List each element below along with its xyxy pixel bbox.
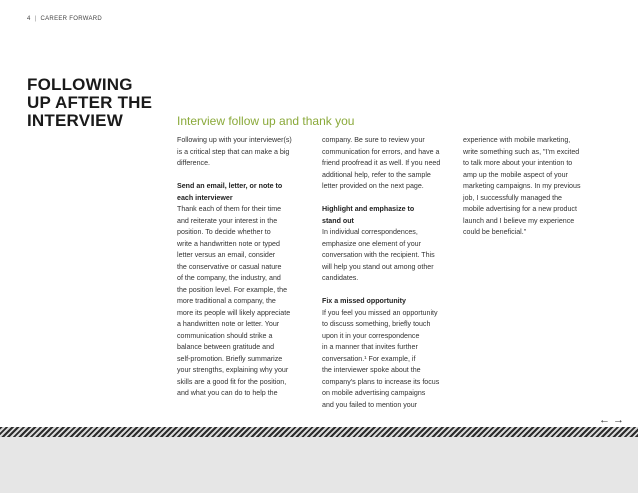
page-navigation [599,414,627,426]
paragraph-missed-opportunity: If you feel you missed an opportunity to discuss something, briefly touch upon it in your correspondence in a manner that invites further conversation.¹ For example, if the interviewer spoke about the company's plans to increase its focus on mobile advertising campaigns and you failed to mention your [322,308,440,409]
paragraph-send-note: Thank each of them for their time and reiterate your interest in the position. To decide whether to write a handwritten note or typed letter versus an email, consider the conservative or casual nature of the company, the industry, and the position level. For example, the more traditional a company, the more its people will likely appreciate a handwritten note or letter. Your communication should strike a balance between gratitude and self-promotion. Briefly summarize your strengths, explaining why your skills are a good fit for the position, and what you can do to help the [177,205,291,397]
paragraph-continued: company. Be sure to review your communication for errors, and have a friend proofread it as well. If you need additional help, refer to the sample letter provided on the next page. [322,136,441,190]
page-title [27,76,157,130]
paragraph-highlight: In individual correspondences, emphasize one element of your conversation with the recipient. This will help you stand out among other candidates. [322,228,435,282]
heading-highlight: Highlight and emphasize to stand out [322,205,415,225]
text-column-2 [322,135,457,411]
heading-missed-opportunity: Fix a missed opportunity [322,297,406,305]
section-name: CAREER FORWARD [40,16,103,22]
heading-send-note: Send an email, letter, or note to each interviewer [177,182,283,202]
next-page-arrow-icon[interactable]: → [613,414,627,426]
footer-stripe [0,427,638,437]
header-separator: | [34,16,37,22]
running-header [27,16,102,22]
page-title-line: UP AFTER THE [27,93,153,112]
page-title-line: FOLLOWING [27,75,133,94]
intro-paragraph: Following up with your interviewer(s) is a critical step that can make a big difference. [177,136,292,167]
section-subtitle: Interview follow up and thank you [177,114,355,128]
text-column-3 [463,135,598,239]
prev-page-arrow-icon[interactable]: ← [599,414,613,426]
text-column-1 [177,135,312,400]
paragraph-continued-2: experience with mobile marketing, write something such as, "I'm excited to talk more about your intention to amp up the mobile aspect of your marketing campaigns. In my previous job, I successfully managed the mobile advertising for a new product launch and I believe my experience could be beneficial." [463,136,581,236]
page-title-line: INTERVIEW [27,111,123,130]
page-number: 4 [27,16,31,22]
